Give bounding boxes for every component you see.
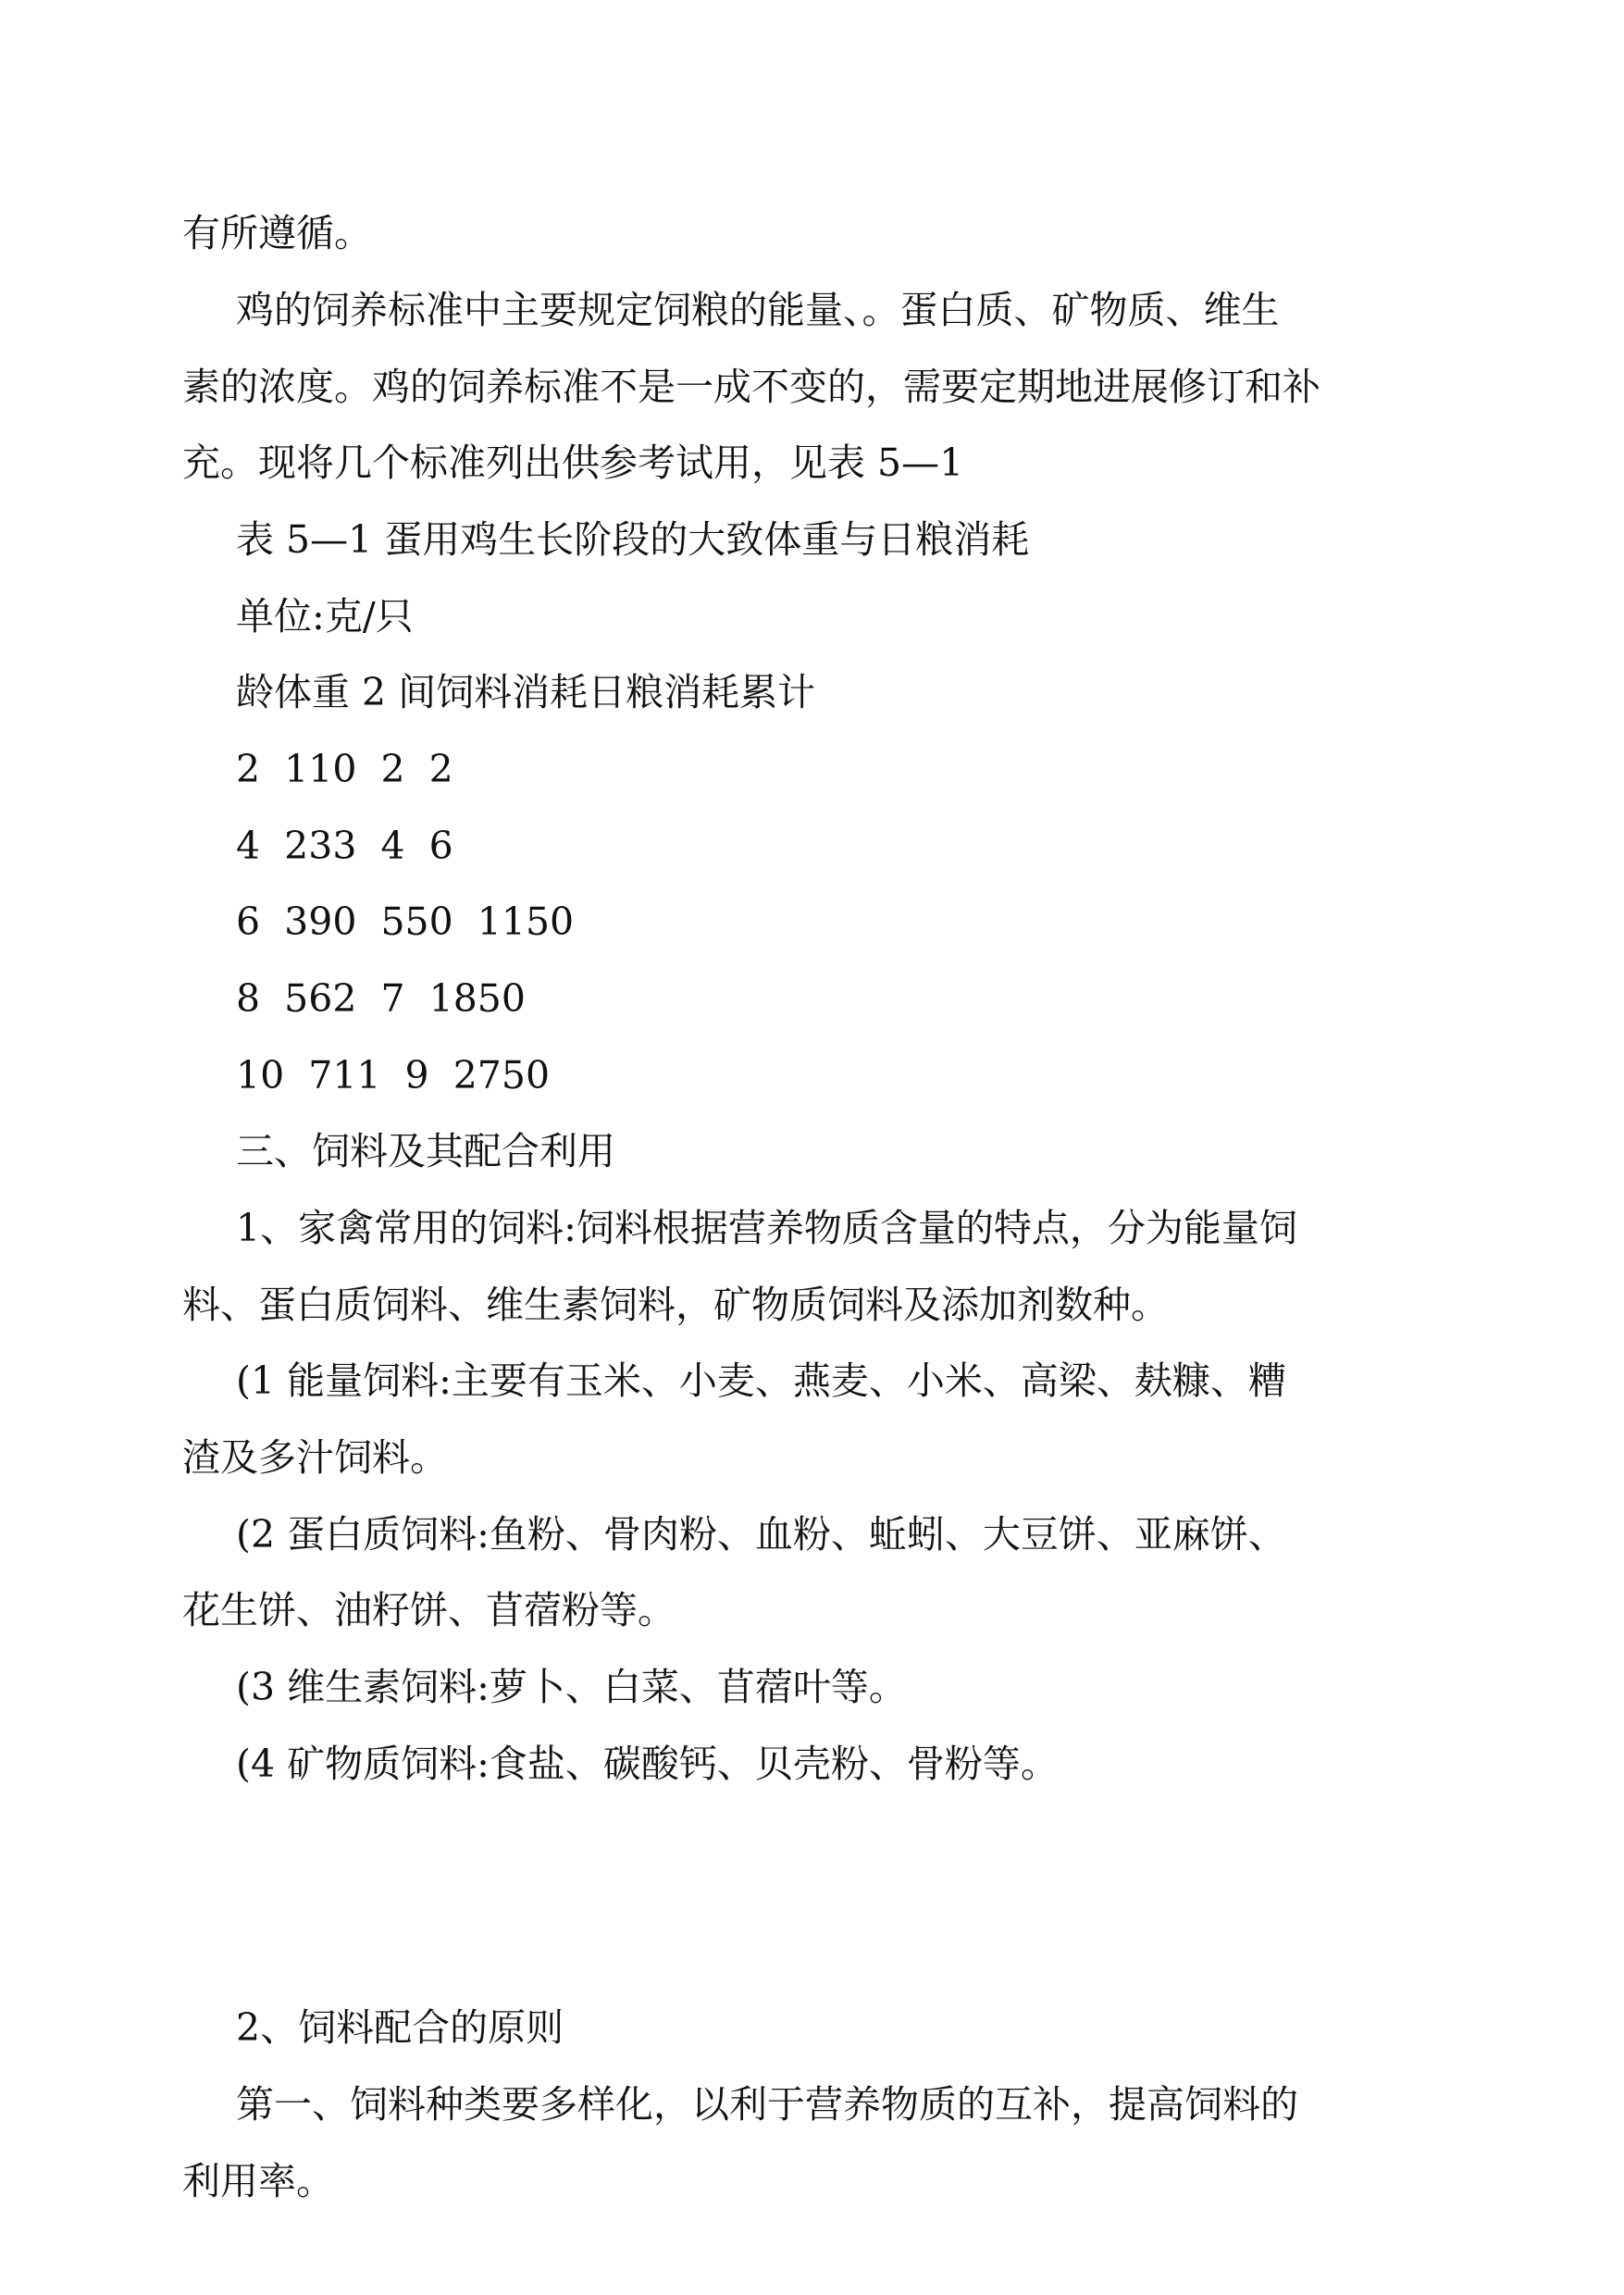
table-unit: 单位:克/只	[236, 594, 414, 639]
table-row: 6 390 550 1150	[236, 899, 575, 944]
paragraph-line: (1 能量饲料:主要有玉米、小麦、燕麦、小米、高梁、麸糠、糟	[236, 1358, 1286, 1403]
paragraph-line: 鸡的饲养标准中主要规定饲粮的能量、。蛋白质、矿物质、维生	[236, 288, 1280, 332]
table-header-row: 龄体重 2 间饲料消耗日粮消耗累计	[236, 670, 816, 714]
table-row: 10 711 9 2750	[236, 1053, 551, 1098]
paragraph-line: (3 维生素饲料:萝卜、白菜、苜蓿叶等。	[236, 1665, 907, 1709]
paragraph-line: 渣及多汁饲料。	[182, 1435, 448, 1480]
paragraph-line: 料、蛋白质饲料、维生素饲料，矿物质饲料及添加剂数种。	[182, 1283, 1169, 1327]
paragraph-line: 花生饼、油籽饼、苜蓿粉等。	[182, 1588, 676, 1632]
paragraph-line: 利用率。	[182, 2159, 334, 2203]
paragraph-line: 有所遵循。	[182, 211, 372, 255]
paragraph-line: (2 蛋白质饲料:鱼粉、骨肉粉、血粉、蚯蚓、大豆饼、亚麻饼、	[236, 1512, 1286, 1557]
section-heading: 三、饲料及其配合利用	[236, 1129, 615, 1173]
paragraph-line: 充。现将几个标准列出供参考试用，见表 5—1	[182, 440, 964, 485]
table-row: 8 562 7 1850	[236, 976, 526, 1021]
table-row: 4 233 4 6	[236, 824, 453, 868]
paragraph-line: (4 矿物质饲料:食盐、碳酸钙、贝壳粉、骨粉等。	[236, 1742, 1059, 1786]
paragraph-line: 素的浓度。鸡的饲养标准不是一成不变的，需要定期地进展修订和补	[182, 365, 1320, 409]
section-heading: 2、饲料配合的原则	[236, 2005, 564, 2050]
table-row: 2 110 2 2	[236, 747, 453, 791]
paragraph-line: 1、家禽常用的饲料:饲料根据营养物质含量的特点，分为能量饲	[236, 1206, 1297, 1250]
table-caption: 表 5—1 蛋用鸡生长阶段的大致体重与日粮消耗	[236, 517, 1030, 562]
paragraph-line: 第一、饲料种类要多样化，以利于营养物质的互补，提高饲料的	[236, 2082, 1298, 2127]
